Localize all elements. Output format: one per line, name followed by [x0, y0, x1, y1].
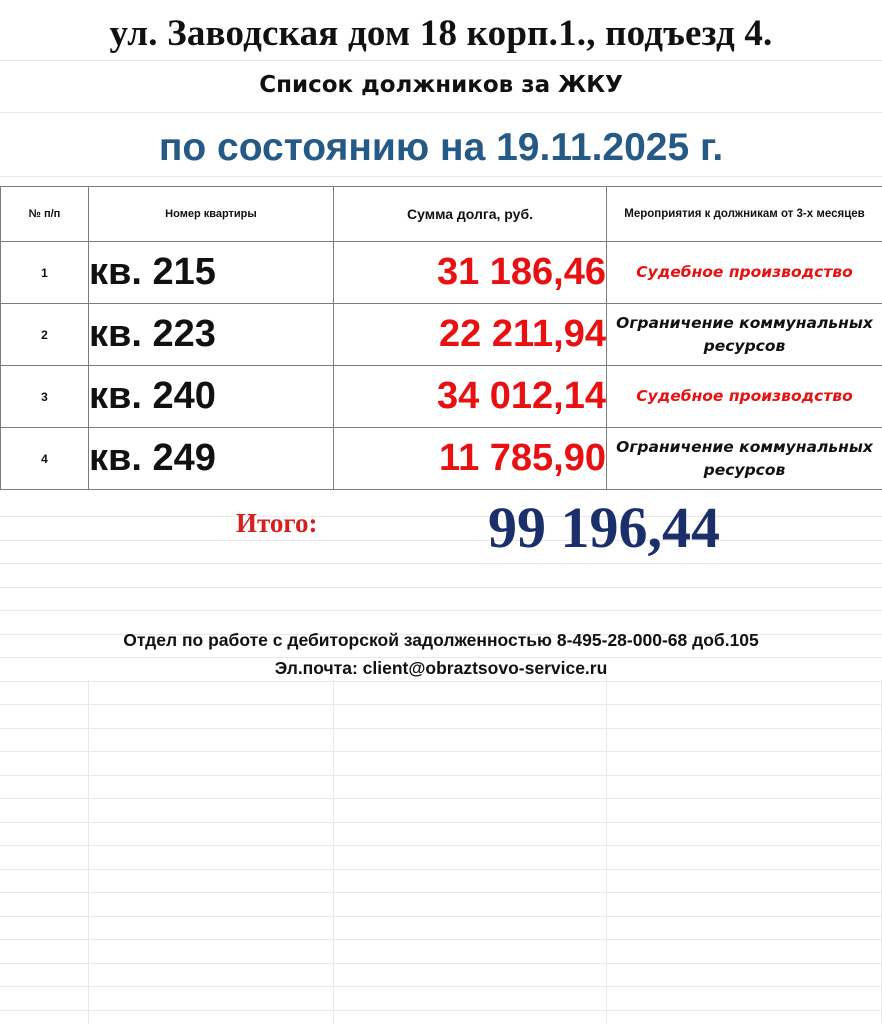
- debt-amount: 31 186,46: [334, 242, 607, 304]
- row-number: 4: [1, 428, 89, 490]
- debt-action: Ограничение коммунальных ресурсов: [607, 304, 882, 366]
- total-value: 99 196,44: [488, 495, 720, 560]
- row-number: 2: [1, 304, 89, 366]
- table-row: [1, 366, 882, 428]
- table-row: [1, 428, 882, 490]
- debt-action: Судебное производство: [607, 366, 882, 428]
- apartment-number: кв. 240: [89, 366, 334, 428]
- debtors-table: [0, 186, 882, 490]
- column-header-action: Мероприятия к должникам от 3-х месяцев: [607, 187, 882, 242]
- table-header-row: [1, 187, 882, 242]
- total-label: Итого:: [236, 508, 318, 538]
- row-number: 3: [1, 366, 89, 428]
- page-subtitle: Список должников за ЖКУ: [259, 72, 623, 98]
- footer-email: Эл.почта: client@obraztsovo-service.ru: [274, 658, 608, 678]
- table-row: [1, 304, 882, 366]
- page-title: ул. Заводская дом 18 корп.1., подъезд 4.: [109, 13, 773, 54]
- apartment-number: кв. 215: [89, 242, 334, 304]
- date-line: по состоянию на 19.11.2025 г.: [158, 126, 724, 169]
- debt-action: Судебное производство: [607, 242, 882, 304]
- apartment-number: кв. 249: [89, 428, 334, 490]
- column-header-apartment: Номер квартиры: [89, 187, 334, 242]
- column-header-debt: Сумма долга, руб.: [334, 187, 607, 242]
- row-number: 1: [1, 242, 89, 304]
- table-row: [1, 242, 882, 304]
- debt-amount: 22 211,94: [334, 304, 607, 366]
- debt-amount: 11 785,90: [334, 428, 607, 490]
- footer-department-contact: Отдел по работе с дебиторской задолженностью 8-495-28-000-68 доб.105: [123, 630, 759, 650]
- debt-amount: 34 012,14: [334, 366, 607, 428]
- debt-action: Ограничение коммунальных ресурсов: [607, 428, 882, 490]
- apartment-number: кв. 223: [89, 304, 334, 366]
- column-header-number: № п/п: [1, 187, 89, 242]
